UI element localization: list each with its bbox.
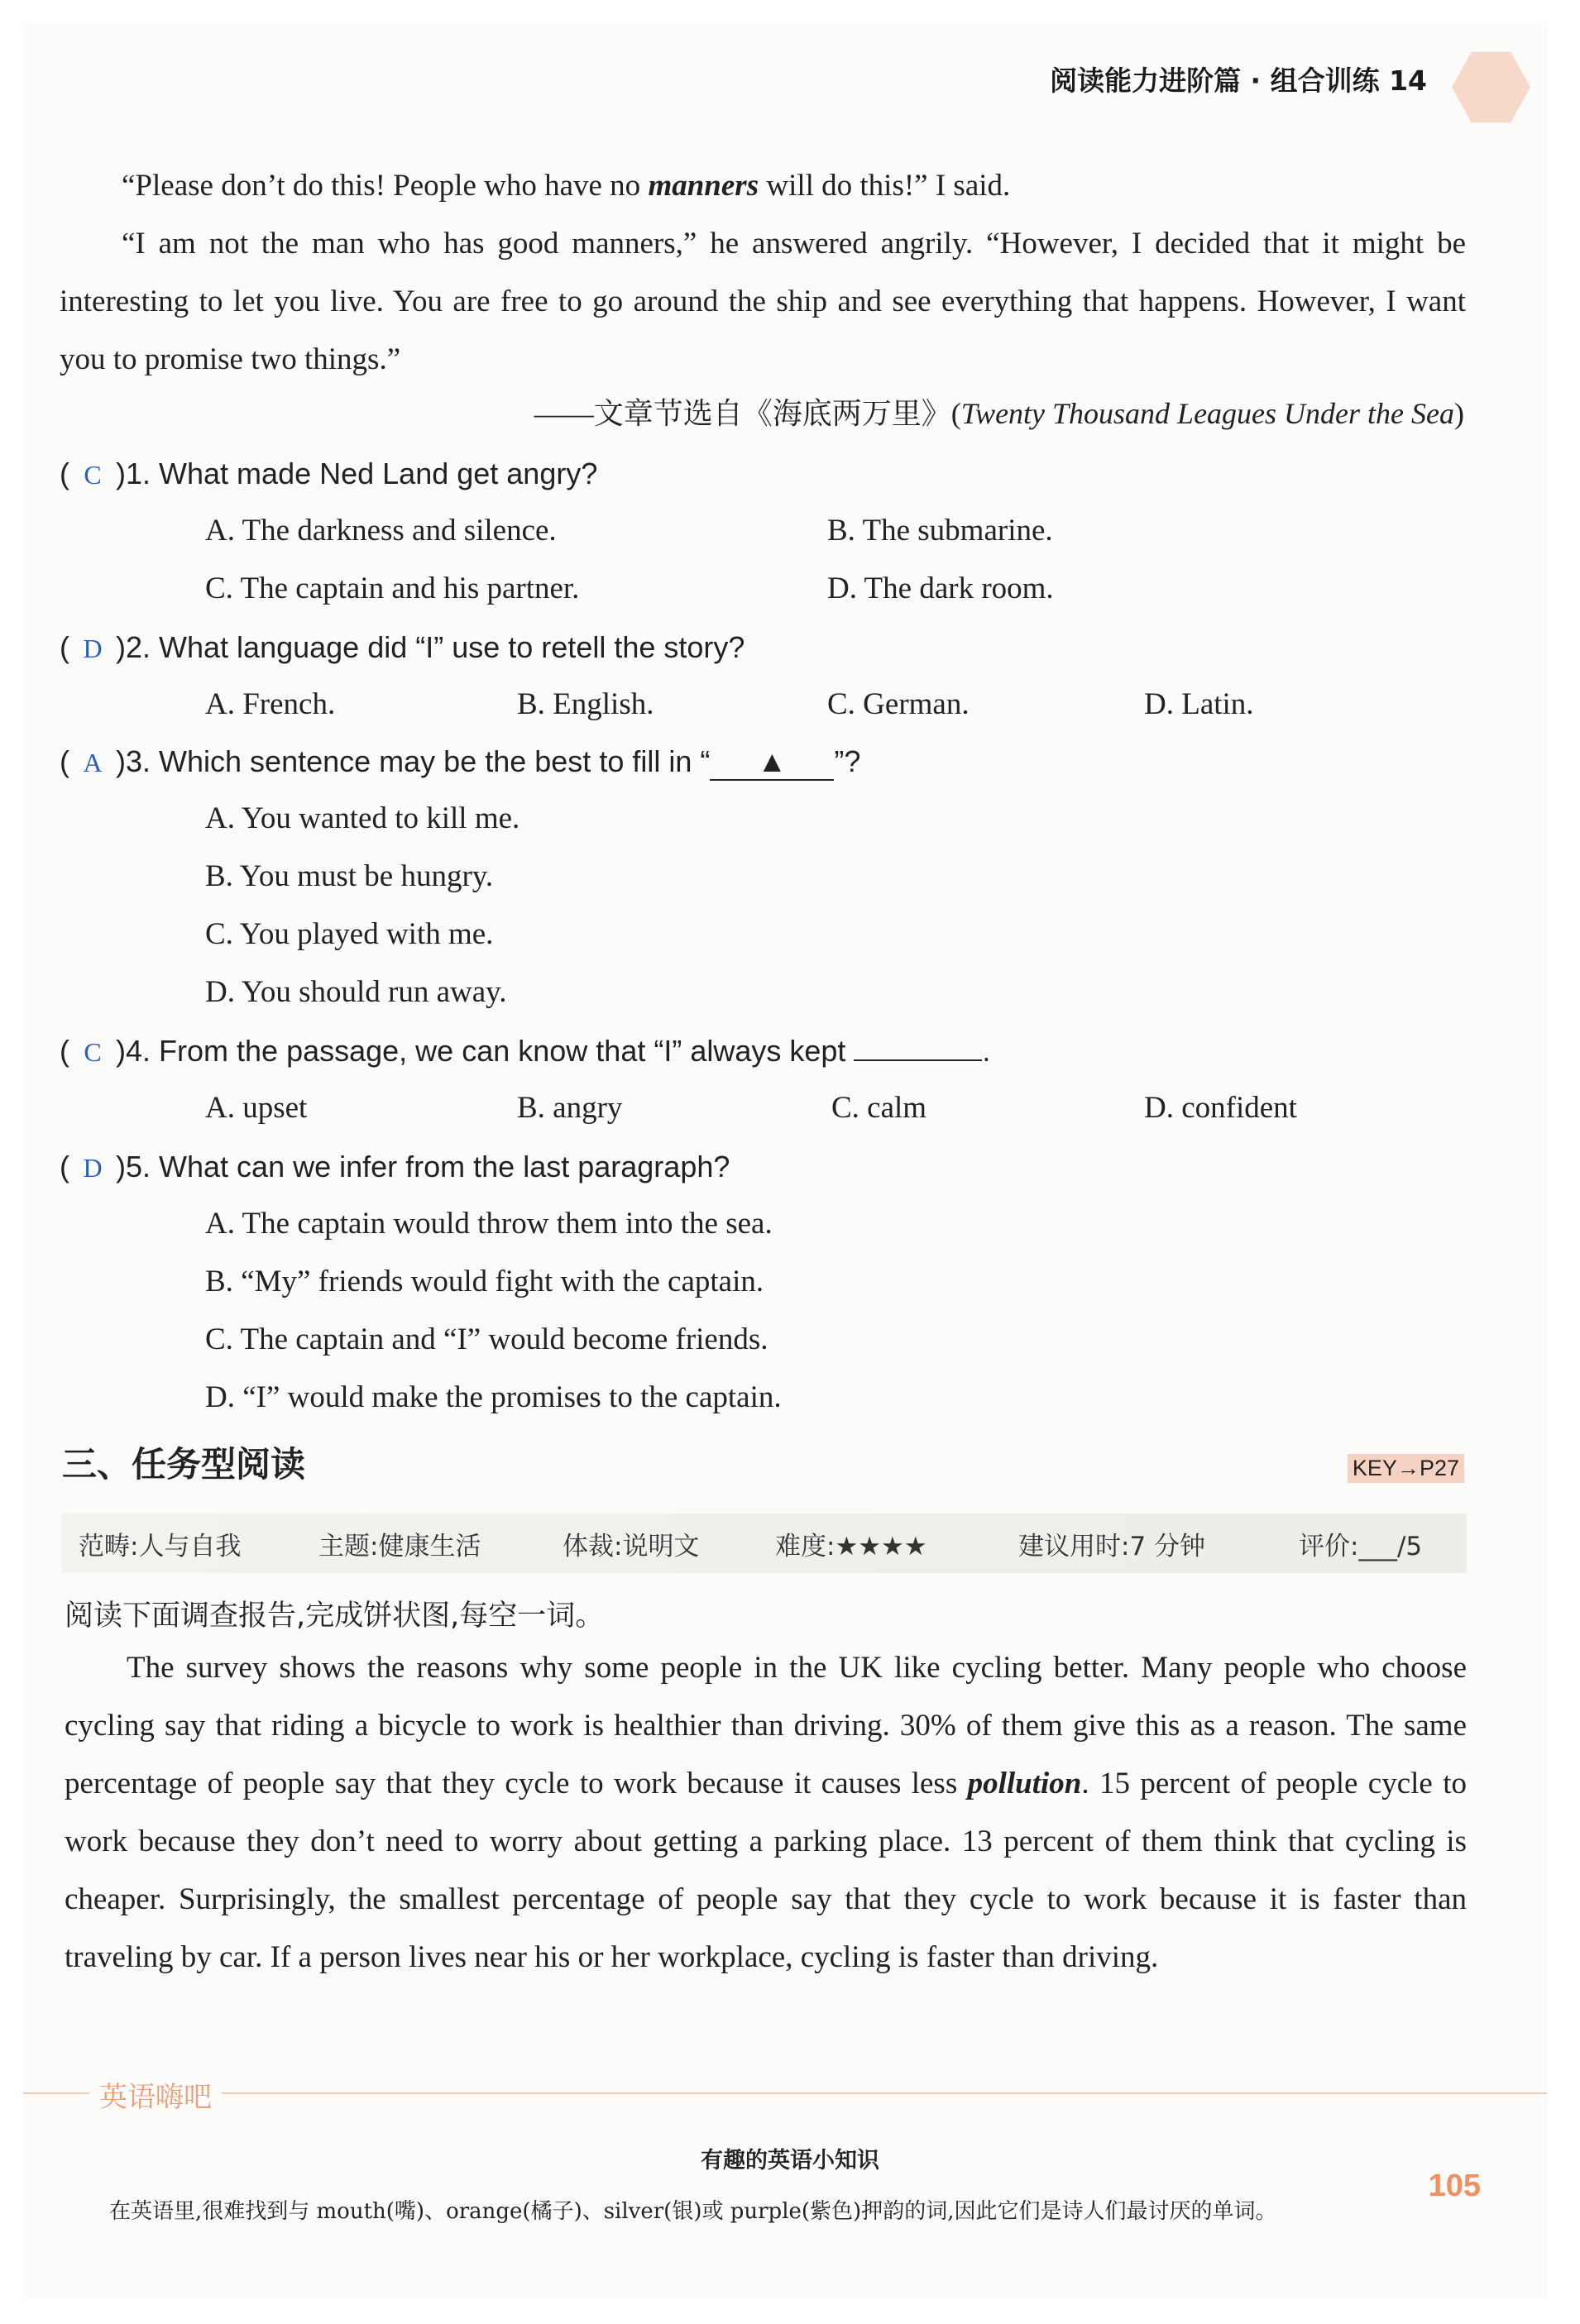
q2-option-b: B. English. — [517, 687, 654, 721]
q3-option-b: B. You must be hungry. — [205, 859, 494, 893]
survey-text: The survey shows the reasons why some people in the UK like cycling better. Many people who choose cycling say that riding a bicycle to work is healthier than driving. 30% of them give this as a reason. The same percentage of people say that they cycle to work because it causes less pollution. 15 percent of people cycle to work because they don’t need to worry about getting a parking place. 13 percent of them think that cycling is cheaper. Surprisingly, the smallest percentage of people say that they cycle to work because it is faster than traveling by car. If a person lives near his or her workplace, cycling is faster than driving. — [65, 1651, 1467, 1974]
info-theme: 主题:健康生活 — [318, 1531, 481, 1561]
q1-option-b: B. The submarine. — [827, 514, 1053, 548]
passage-paragraph-1: “Please don’t do this! People who have no manners will do this!” I said. — [122, 169, 1011, 203]
footer-tag: 英语嗨吧 — [89, 2074, 222, 2115]
passage-paragraph-2: “I am not the man who has good manners,” he answered angrily. “However, I decided that it might be interesting to let you live. You are free to go around the ship and see everything that happens. However, I want you to promise two things.” — [60, 227, 1466, 376]
info-bar — [62, 1513, 1467, 1573]
tip-title: 有趣的英语小知识 — [701, 2148, 879, 2173]
passage-source: ——文章节选自《海底两万里》(Twenty Thousand Leagues Under the Sea) — [534, 397, 1464, 430]
section-title: 三、任务型阅读 — [62, 1444, 306, 1485]
question-3: ( A )3. Which sentence may be the best to fill in “ ▲ ”? — [60, 744, 860, 781]
tip-text: 在英语里,很难找到与 mouth(嘴)、orange(橘子)、silver(银)或 purple(紫色)押韵的词,因此它们是诗人们最讨厌的单词。 — [109, 2199, 1277, 2224]
header-title: 阅读能力进阶篇 · 组合训练 14 — [1050, 65, 1427, 97]
q2-option-d: D. Latin. — [1144, 687, 1254, 721]
q2-option-c: C. German. — [827, 687, 970, 721]
answer-key-reference: KEY→P27 — [1348, 1454, 1464, 1483]
question-5: ( D )5. What can we infer from the last paragraph? — [60, 1150, 730, 1184]
q4-option-a: A. upset — [205, 1091, 308, 1125]
q4-option-d: D. confident — [1144, 1091, 1297, 1125]
question-2: ( D )2. What language did “I” use to retell the story? — [60, 630, 745, 664]
answer-4: C — [84, 1037, 102, 1067]
q5-option-b: B. “My” friends would fight with the captain. — [205, 1265, 764, 1298]
q1-option-a: A. The darkness and silence. — [205, 514, 557, 548]
question-4: ( C )4. From the passage, we can know that “I” always kept . — [60, 1034, 991, 1068]
answer-1: C — [84, 460, 102, 490]
answer-5: D — [83, 1153, 103, 1183]
info-time: 建议用时:7 分钟 — [1018, 1531, 1206, 1561]
page-number: 105 — [1428, 2169, 1481, 2203]
q3-option-d: D. You should run away. — [205, 975, 507, 1009]
answer-2: D — [83, 634, 103, 663]
footer-divider — [23, 2092, 1547, 2094]
q5-option-a: A. The captain would throw them into the sea. — [205, 1207, 773, 1241]
q5-option-d: D. “I” would make the promises to the captain. — [205, 1380, 782, 1414]
q1-option-d: D. The dark room. — [827, 571, 1054, 605]
info-genre: 体裁:说明文 — [563, 1531, 700, 1561]
q5-option-c: C. The captain and “I” would become friends. — [205, 1322, 768, 1356]
info-score: 评价:___/5 — [1299, 1531, 1423, 1561]
info-difficulty: 难度:★★★★ — [775, 1531, 927, 1561]
q3-option-c: C. You played with me. — [205, 917, 494, 951]
info-scope: 范畴:人与自我 — [79, 1531, 242, 1561]
task-instruction: 阅读下面调查报告,完成饼状图,每空一词。 — [65, 1600, 605, 1633]
answer-3: A — [83, 748, 103, 777]
q4-option-b: B. angry — [517, 1091, 623, 1125]
answer-blank — [854, 1059, 982, 1061]
q2-option-a: A. French. — [205, 687, 336, 721]
q3-option-a: A. You wanted to kill me. — [205, 801, 520, 835]
question-1: ( C )1. What made Ned Land get angry? — [60, 457, 598, 490]
q4-option-c: C. calm — [831, 1091, 927, 1125]
q1-option-c: C. The captain and his partner. — [205, 571, 580, 605]
blank-triangle: ▲ — [710, 744, 834, 781]
